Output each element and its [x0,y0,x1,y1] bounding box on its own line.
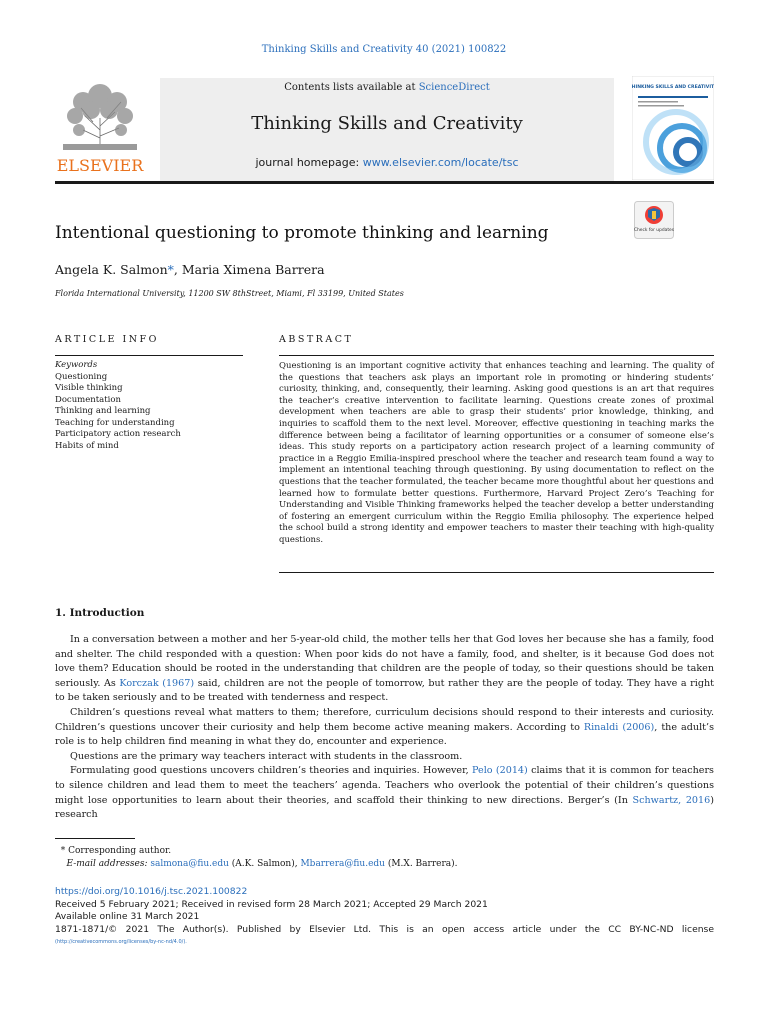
abstract-heading: ABSTRACT [279,334,354,345]
text-run: ) research [55,794,714,821]
contents-line [160,82,614,93]
email-owner: (M.X. Barrera). [384,859,458,869]
affiliation: Florida International University, 11200 SW 8thStreet, Miami, Fl 33199, United States [55,289,404,298]
article-history [55,886,714,949]
corresponding-author-mark[interactable]: * [167,262,174,277]
email-line [55,858,714,871]
homepage-link[interactable]: www.elsevier.com/locate/tsc [362,156,519,169]
journal-cover-thumbnail[interactable] [632,76,714,180]
text-run: Children’s questions reveal what matters to them; therefore, curriculum decisions should respond to their interests and curiosity. Children’s questions uncover their curiosity and help them become active meaning makers. According to [55,706,714,733]
introduction-body [55,633,714,823]
keyword-item: Participatory action research [55,429,181,439]
contents-prefix: Contents lists available at [284,82,416,93]
abstract-text: Questioning is an important cognitive activity that enhances teaching and learning. The quality of the questions that teachers ask plays an important role in promoting or hindering students’ curiosity, thinking, and, consequently, their learning. Asking good questions is an art that requires the teacher’s creative intervention to facilitate learning. Questions create zones of proximal development when teachers are able to grasp their students’ prior knowledge, thinking, and inquiries to scaffold them to the next level. Moreover, effective questioning in teaching marks the difference between being a facilitator of learning opportunities or a consumer of someone else’s ideas. This study reports on a participatory action research project of a learning community of practice in a Reggio Emilia-inspired preschool where the teacher and research team found a way to implement an intentional teaching through questioning. By using documentation to reflect on the questions that the teacher formulated, the teacher became more thoughtful about her questions and learned how to formulate better questions. Furthermore, Harvard Project Zero’s Teaching for Understanding and Visible Thinking frameworks helped the teacher develop a better understanding of fostering an emergent curriculum within the Reggio Emilia philosophy. The experience helped the school build a strong identity and empower teachers to master their teaching with high-quality questions. [279,361,714,545]
abstract-divider-bottom [279,572,714,573]
article-info-divider [55,355,243,356]
email-owner: (A.K. Salmon), [228,859,301,869]
cover-image-icon [632,76,714,180]
paragraph [55,764,714,822]
journal-title: Thinking Skills and Creativity [251,113,523,134]
elsevier-tree-icon [55,80,145,175]
text-run: In a conversation between a mother and her 5-year-old child, the mother tells her that God loves her because she has a family, food and shelter. The child responded with a question: When poor kids do not have a family, food, and shelter, is it because God does not love them? Education should be rooted in the understanding that children are the people of today, so their questions should be taken seriously. As [55,634,714,689]
text-run: , the adult’s role is to help children find meaning in what they do, encounter and experience. [55,721,714,748]
footnote-mark: * [60,846,66,856]
keywords-block [55,360,245,452]
crossmark-badge[interactable] [634,201,674,239]
citation-link-korczak[interactable]: Korczak (1967) [119,677,195,689]
article-title: Intentional questioning to promote thinking and learning [55,223,549,243]
corresponding-note [55,845,714,858]
author-salmon[interactable]: Angela K. Salmon [55,262,168,277]
doi-link[interactable]: https://doi.org/10.1016/j.tsc.2021.100822 [55,886,248,897]
cover-title: THINKING SKILLS AND CREATIVITY [632,85,714,90]
author-list [55,262,325,277]
article-info-heading: ARTICLE INFO [55,334,159,345]
section-heading-introduction: 1. Introduction [55,607,145,619]
license-statement: 1871-1871/© 2021 The Author(s). Published by Elsevier Ltd. This is an open access article under the CC BY-NC-ND license [55,923,714,935]
keyword-item: Documentation [55,394,121,405]
homepage-prefix: journal homepage: [255,156,360,169]
available-online: Available online 31 March 2021 [55,911,200,922]
crossmark-icon [634,201,674,239]
text-run: Formulating good questions uncovers children’s theories and inquiries. However, [70,765,473,777]
publisher-wordmark: ELSEVIER [56,156,144,175]
elsevier-logo[interactable] [55,80,145,175]
journal-citation[interactable]: Thinking Skills and Creativity 40 (2021) 100822 [261,44,507,55]
keyword-item: Questioning [55,371,108,382]
sciencedirect-link[interactable]: ScienceDirect [418,82,490,93]
footnote [55,845,714,871]
citation-link-rinaldi[interactable]: Rinaldi (2006) [583,721,655,733]
author-barrera[interactable]: Maria Ximena Barrera [181,262,325,277]
text-run: said, children are not the people of tomorrow, but rather they are the people of today. They have a right to be taken seriously and to be treated with tenderness and respect. [55,677,714,704]
received-dates: Received 5 February 2021; Received in revised form 28 March 2021; Accepted 29 March 2021 [55,898,488,910]
paragraph [55,633,714,706]
paragraph: Questions are the primary way teachers interact with students in the classroom. [70,750,463,762]
crossmark-text: Check for updates [634,228,674,233]
text-run: claims that it is common for teachers to silence children and lead them to meet the teachers’ agenda. Teachers who overlook the potential of their children’s questions might lose opportunities to learn about their theories, and scaffold their thinking to new directions. Berger’s (In [55,765,714,806]
keyword-item: Visible thinking [55,383,123,393]
footnote-divider [55,838,135,839]
citation-link-schwartz[interactable]: Schwartz, 2016 [632,794,711,806]
citation-link-pelo[interactable]: Pelo (2014) [472,765,528,777]
email-link-salmon[interactable]: salmona@fiu.edu [150,859,229,869]
email-link-barrera[interactable]: Mbarrera@fiu.edu [300,859,385,869]
keyword-item: Thinking and learning [55,406,151,416]
journal-homepage [160,156,614,169]
keyword-item: Teaching for understanding [55,417,175,428]
keyword-item: Habits of mind [55,440,119,451]
abstract-divider-top [279,355,714,356]
header-divider [55,181,714,184]
license-link[interactable]: (http://creativecommons.org/licenses/by-nc-nd/4.0/). [55,939,187,945]
author-separator: , [173,262,182,277]
paragraph [55,706,714,750]
email-label: E-mail addresses: [66,859,148,869]
corresponding-label: Corresponding author. [68,846,172,856]
keywords-label: Keywords [55,360,98,370]
